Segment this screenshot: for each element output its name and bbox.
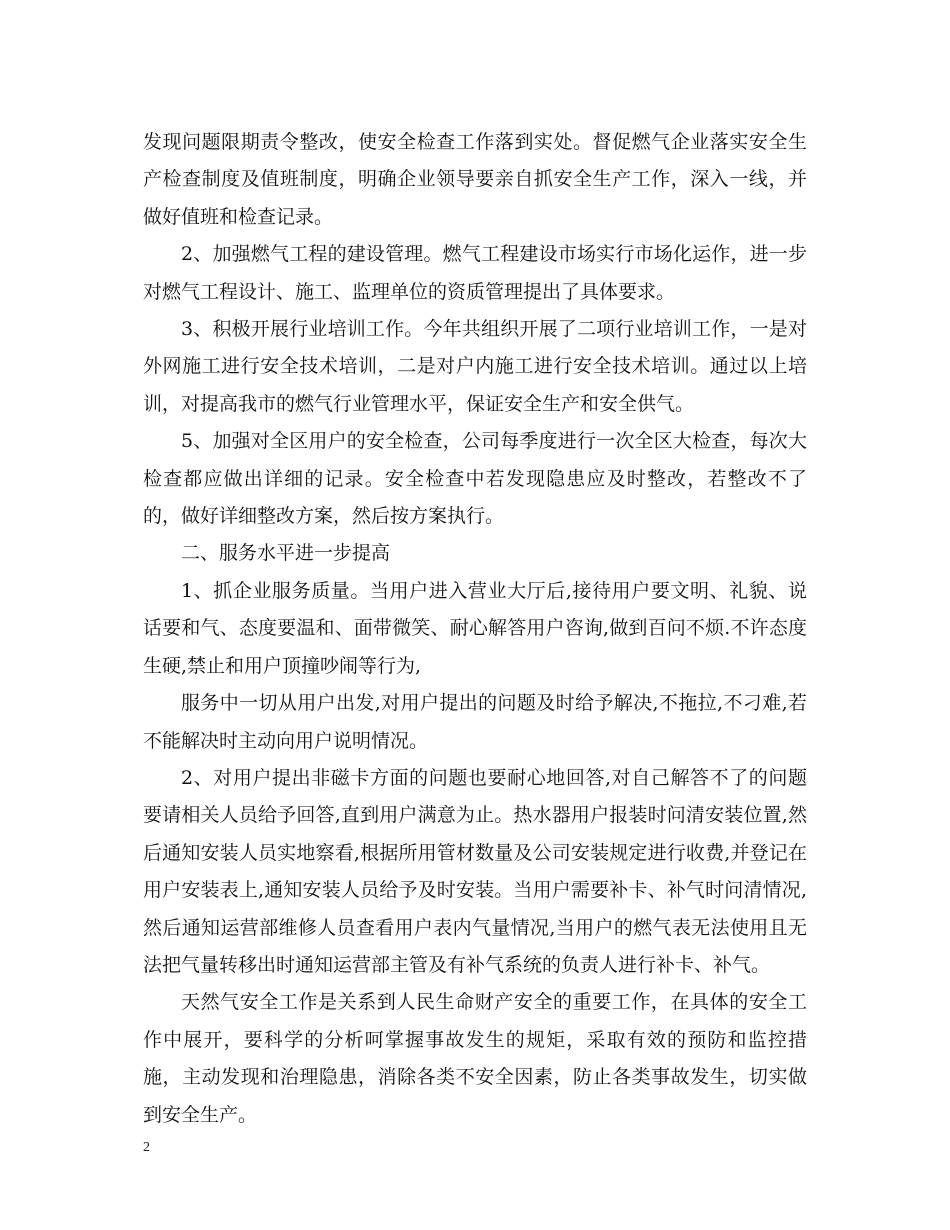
paragraph: 3、积极开展行业培训工作。今年共组织开展了二项行业培训工作，一是对外网施工进行安全技术培训，二是对户内施工进行安全技术培训。通过以上培训，对提高我市的燃气行业管理水平，保证安全生产和安全供气。 xyxy=(143,318,807,415)
page-number: 2 xyxy=(143,1140,150,1155)
paragraph: 天然气安全工作是关系到人民生命财产安全的重要工作，在具体的安全工作中展开，要科学的分析呵掌握事故发生的规矩，采取有效的预防和监控措施，主动发现和治理隐患，消除各类不安全因素，防止各类事故发生，切实做到安全生产。 xyxy=(143,991,807,1126)
paragraph: 1、抓企业服务质量。当用户进入营业大厅后,接待用户要文明、礼貌、说话要和气、态度要温和、面带微笑、耐心解答用户咨询,做到百问不烦.不许态度生硬,禁止和用户顶撞吵闹等行为, xyxy=(143,579,807,677)
paragraph: 2、对用户提出非磁卡方面的问题也要耐心地回答,对自己解答不了的问题要请相关人员给予回答,直到用户满意为止。热水器用户报装时问清安装位置,然后通知安装人员实地察看,根据所用管材数量及公司安装规定进行收费,并登记在用户安装表上,通知安装人员给予及时安装。当用户需要补卡、补气时问清情况,然后通知运营部维修人员查看用户表内气量情况,当用户的燃气表无法使用且无法把气量转移出时通知运营部主管及有补气系统的负责人进行补卡、补气。 xyxy=(143,766,807,976)
paragraph: 5、加强对全区用户的安全检查，公司每季度进行一次全区大检查，每次大检查都应做出详细的记录。安全检查中若发现隐患应及时整改，若整改不了的，做好详细整改方案，然后按方案执行。 xyxy=(143,430,807,528)
paragraph: 发现问题限期责令整改，使安全检查工作落到实处。督促燃气企业落实安全生产检查制度及值班制度，明确企业领导要亲自抓安全生产工作，深入一线，并做好值班和检查记录。 xyxy=(143,131,807,228)
section-heading: 二、服务水平进一步提高 xyxy=(181,542,391,565)
document-body xyxy=(143,124,807,1134)
paragraph: 服务中一切从用户出发,对用户提出的问题及时给予解决,不拖拉,不刁难,若不能解决时主动向用户说明情况。 xyxy=(143,692,807,752)
paragraph: 2、加强燃气工程的建设管理。燃气工程建设市场实行市场化运作，进一步对燃气工程设计、施工、监理单位的资质管理提出了具体要求。 xyxy=(143,243,807,303)
